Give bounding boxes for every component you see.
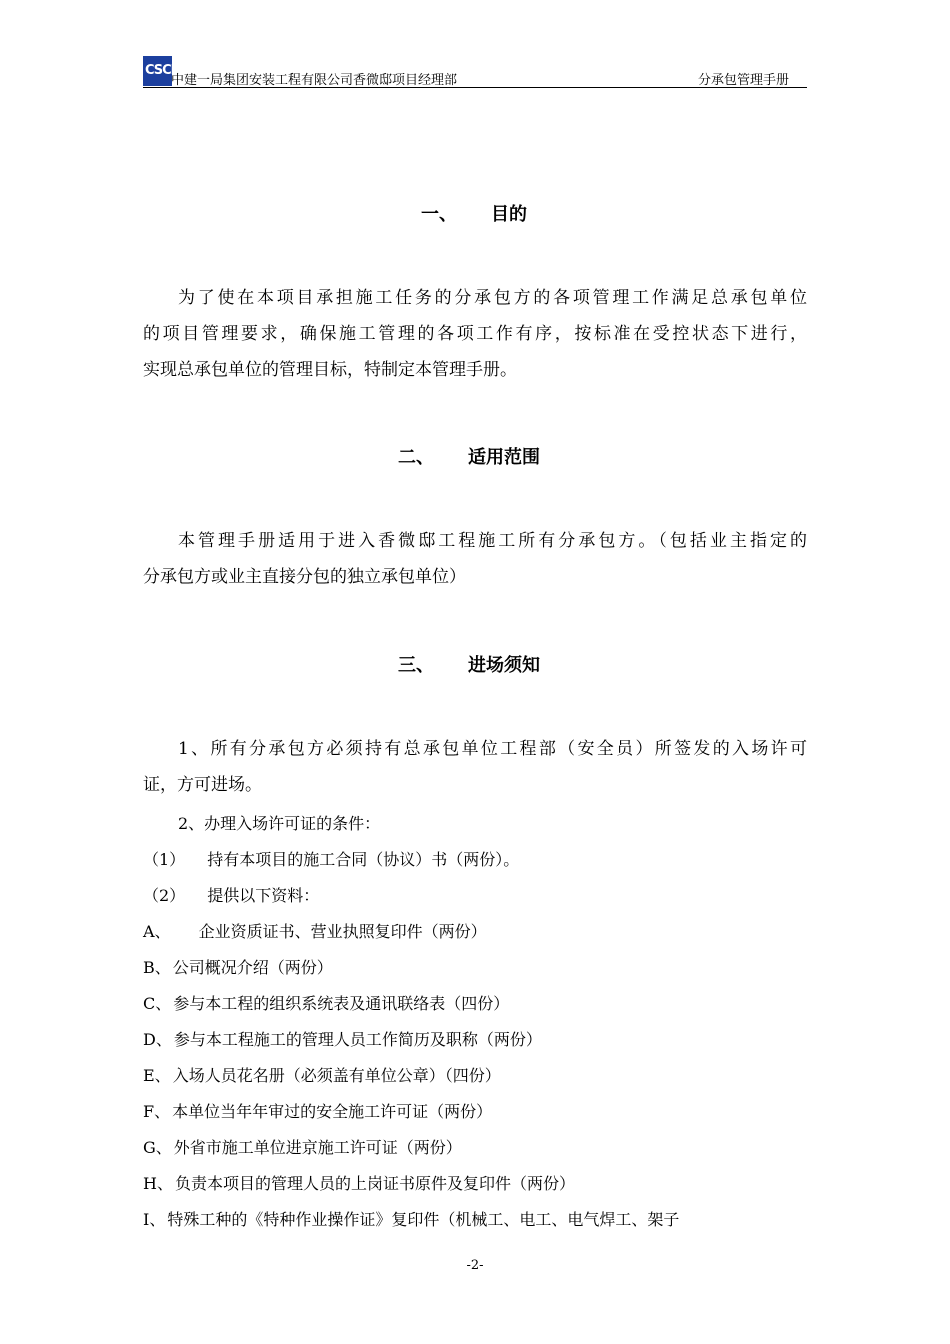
paragraph-line: 1、所有分承包方必须持有总承包单位工程部（安全员）所签发的入场许可 [178,739,807,759]
material-item [143,991,509,1014]
material-marker: C、 [143,994,172,1013]
paragraph-line: 分承包方或业主直接分包的独立承包单位） [143,567,466,587]
material-item [143,1027,542,1050]
material-text: 本单位当年年审过的安全施工许可证（两份） [172,1102,493,1121]
section-number: 三、 [398,655,434,676]
material-marker: E、 [143,1066,171,1085]
material-item [143,1063,501,1086]
material-item [143,919,487,942]
sub-item-marker: （1） [143,850,186,869]
material-item [143,1099,492,1122]
material-text: 外省市施工单位进京施工许可证（两份） [173,1138,462,1157]
material-text: 入场人员花名册（必须盖有单位公章）（四份） [172,1066,501,1085]
header-document-title: 分承包管理手册 [697,73,789,88]
paragraph-line: 为了使在本项目承担施工任务的分承包方的各项管理工作满足总承包单位 [178,288,807,308]
material-text: 参与本工程的组织系统表及通讯联络表（四份） [173,994,510,1013]
material-item [143,1207,679,1230]
sub-item [143,883,319,906]
material-text: 公司概况介绍（两份） [172,958,333,977]
material-marker: G、 [143,1138,172,1157]
material-text: 参与本工程施工的管理人员工作简历及职称（两份） [173,1030,542,1049]
section-2-paragraph [143,523,807,595]
sub-item-text: 提供以下资料： [207,886,320,905]
section-heading-3 [398,651,540,677]
sub-item-marker: （2） [143,886,186,905]
company-logo [143,56,188,86]
header-rule [143,87,807,88]
material-marker: I、 [143,1210,166,1229]
paragraph-line: 本管理手册适用于进入香微邸工程施工所有分承包方。（包括业主指定的 [178,531,807,551]
material-marker: H、 [143,1174,173,1193]
paragraph-line: 实现总承包单位的管理目标，特制定本管理手册。 [143,360,517,380]
material-marker: B、 [143,958,171,977]
section-title: 进场须知 [468,655,540,676]
material-item [143,1171,575,1194]
section-heading-2 [398,443,540,469]
section-title: 适用范围 [468,447,540,468]
header-company-name: 中建一局集团安装工程有限公司香微邸项目经理部 [171,73,458,88]
material-item [143,1135,462,1158]
section-title: 目的 [491,204,527,225]
page-number: -2- [466,1258,484,1273]
sub-item [143,847,519,870]
section-1-paragraph [143,280,807,388]
logo-mark: CSCEC [145,63,188,78]
material-marker: A、 [143,922,171,941]
material-text: 负责本项目的管理人员的上岗证书原件及复印件（两份） [174,1174,575,1193]
section-number: 二、 [398,447,434,468]
material-marker: D、 [143,1030,172,1049]
paragraph-line: 的项目管理要求，确保施工管理的各项工作有序，按标准在受控状态下进行， [143,324,807,344]
sub-item-text: 持有本项目的施工合同（协议）书（两份）。 [207,850,520,869]
section-3-paragraph [143,731,807,803]
paragraph-line: 证，方可进场。 [143,775,262,795]
material-text: 特殊工种的《特种作业操作证》复印件（机械工、电工、电气焊工、架子 [167,1210,680,1229]
page-header [143,56,807,88]
material-item [143,955,333,978]
material-text: 企业资质证书、营业执照复印件（两份） [198,922,487,941]
section-number: 一、 [421,204,457,225]
conditions-title: 2、办理入场许可证的条件： [178,814,381,833]
section-heading-1 [421,200,527,226]
material-marker: F、 [143,1102,171,1121]
